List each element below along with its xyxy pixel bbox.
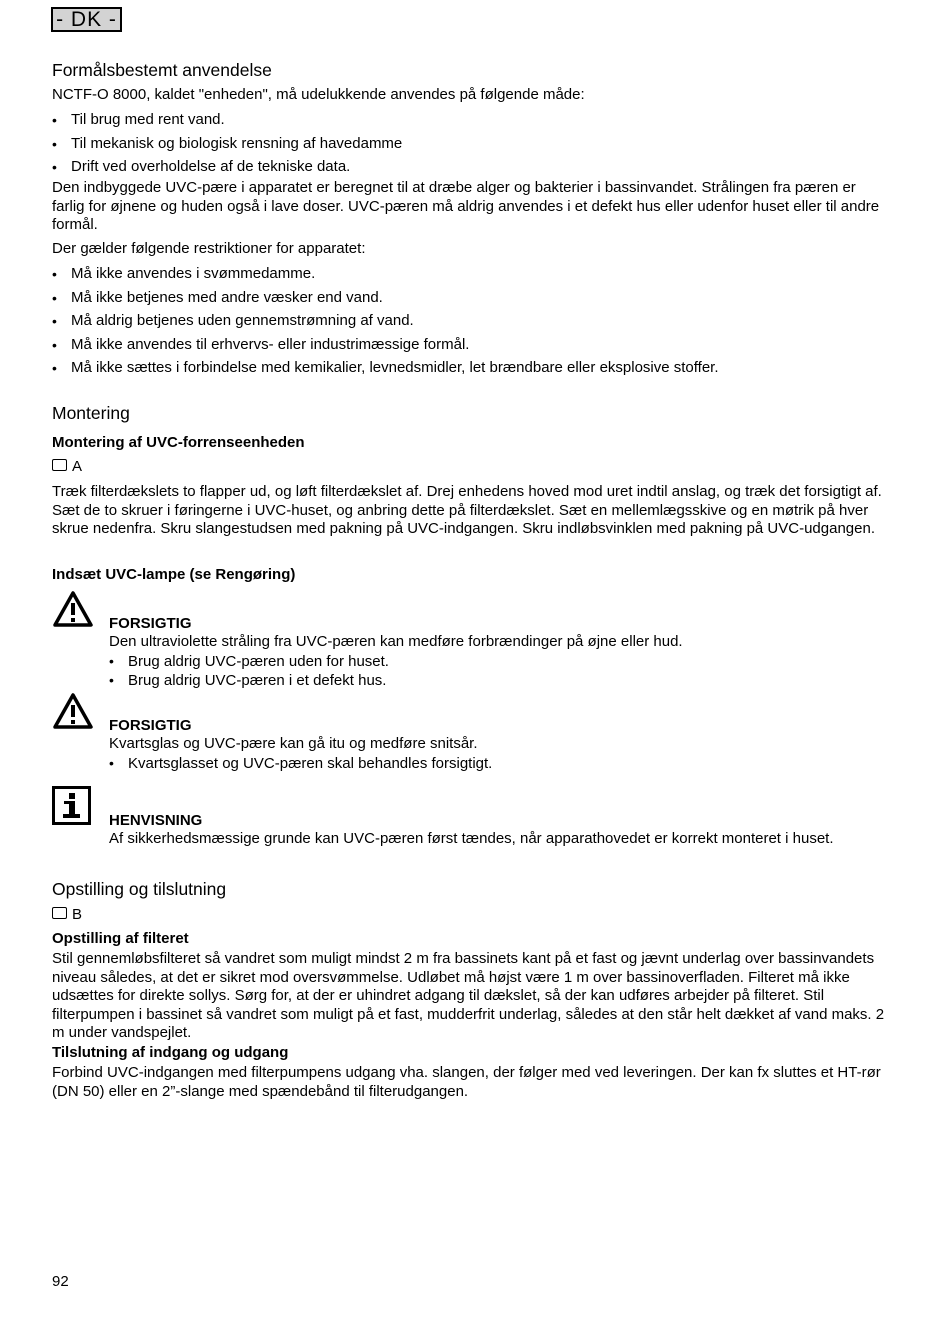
list-item: • Brug aldrig UVC-pæren uden for huset. bbox=[109, 652, 899, 671]
warning-triangle-icon bbox=[52, 590, 94, 628]
caution-block-2 bbox=[109, 716, 899, 773]
list-item: • Må aldrig betjenes uden gennemstrømning af vand. bbox=[52, 312, 719, 336]
caution-list bbox=[109, 754, 899, 773]
list-item: • Må ikke anvendes i svømmedamme. bbox=[52, 265, 719, 289]
connection-text: Forbind UVC-indgangen med filterpumpens udgang vha. slangen, der følger med ved leveringen. Der kan fx sluttes et HT-rør (DN 50) eller en 2”-slange med spændebånd til filterudgangen. bbox=[52, 1064, 881, 1100]
caution-title: FORSIGTIG bbox=[109, 717, 192, 734]
list-item: • Til mekanisk og biologisk rensning af havedamme bbox=[52, 135, 402, 159]
caution-title: FORSIGTIG bbox=[109, 615, 192, 632]
subheading-insert-lamp: Indsæt UVC-lampe (se Rengøring) bbox=[52, 566, 296, 583]
note-text: Af sikkerhedsmæssige grunde kan UVC-pæren først tændes, når apparathovedet er korrekt monteret i huset. bbox=[109, 830, 834, 847]
subheading-filter-setup: Opstilling af filteret bbox=[52, 930, 189, 947]
list-item: • Brug aldrig UVC-pæren i et defekt hus. bbox=[109, 671, 899, 690]
note-block bbox=[109, 811, 899, 849]
restrictions-list bbox=[52, 265, 719, 383]
filter-setup-text: Stil gennemløbsfilteret så vandret som muligt mindst 2 m fra bassinets kant på et fast og jævnt underlag over bassinvandets niveau således, at det er sikret mod oversvømmelse. Udløbet må højst være 1 m over bassinoverfladen. Filteret må ikke udsættes for direkte sollys. Sørg for, at der er uhindret adgang til dækslet, så der kan udføres arbejder på filteret. Stil filterpumpen i bassinet så vandret som muligt på et fast, mudderfrit underlag, således at den står helt dækket af vand maks. 2 m under vandspejlet. bbox=[52, 950, 885, 1041]
figure-box-icon bbox=[52, 459, 67, 471]
info-note-icon bbox=[52, 786, 92, 826]
figure-reference-label: B bbox=[72, 906, 83, 923]
list-item: • Til brug med rent vand. bbox=[52, 111, 402, 135]
section-title-intended-use: Formålsbestemt anvendelse bbox=[52, 60, 272, 80]
note-title: HENVISNING bbox=[109, 812, 203, 829]
restrictions-intro: Der gælder følgende restriktioner for apparatet: bbox=[52, 240, 366, 257]
figure-reference-a bbox=[52, 458, 82, 476]
caution-block-1 bbox=[109, 614, 899, 690]
list-item: • Må ikke anvendes til erhvervs- eller industrimæssige formål. bbox=[52, 336, 719, 360]
section-title-mounting: Montering bbox=[52, 403, 130, 423]
mounting-instructions: Træk filterdækslets to flapper ud, og løft filterdækslet af. Drej enhedens hoved mod uret indtil anslag, og træk det forsigtigt af. Sæt de to skruer i føringerne i UVC-huset, og anbring dette på filterdækslet. Sæt en mellemlægsskive og en møtrik på hver skrue nedenfra. Skru slangestudsen med pakning på UVC-indgangen. Skru indløbsvinklen med pakning på UVC-udgangen. bbox=[52, 483, 882, 537]
intended-use-intro: NCTF-O 8000, kaldet "enheden", må udelukkende anvendes på følgende måde: bbox=[52, 86, 585, 103]
caution-text: Kvartsglas og UVC-pære kan gå itu og medføre snitsår. bbox=[109, 735, 478, 752]
list-item: • Drift ved overholdelse af de tekniske data. bbox=[52, 158, 402, 182]
list-item: • Må ikke sættes i forbindelse med kemikalier, levnedsmidler, let brændbare eller eksplosive stoffer. bbox=[52, 359, 719, 383]
page-number: 92 bbox=[52, 1273, 69, 1290]
section-title-setup: Opstilling og tilslutning bbox=[52, 879, 227, 899]
warning-triangle-icon bbox=[52, 692, 94, 730]
subheading-mount-uvc: Montering af UVC-forrenseenheden bbox=[52, 434, 305, 451]
figure-box-icon bbox=[52, 907, 67, 919]
list-item: • Kvartsglasset og UVC-pæren skal behandles forsigtigt. bbox=[109, 754, 899, 773]
language-tag: - DK - bbox=[51, 7, 122, 32]
uvc-description: Den indbyggede UVC-pære i apparatet er beregnet til at dræbe alger og bakterier i bassinvandet. Strålingen fra pæren er farlig for øjnene og huden også i lave doser. UVC-pæren må aldrig anvendes i et defekt hus eller udenfor huset eller til andre formål. bbox=[52, 179, 880, 233]
caution-list bbox=[109, 652, 899, 690]
intended-use-list bbox=[52, 111, 402, 182]
figure-reference-label: A bbox=[72, 458, 83, 475]
caution-text: Den ultraviolette stråling fra UVC-pæren kan medføre forbrændinger på øjne eller hud. bbox=[109, 633, 683, 650]
subheading-connection: Tilslutning af indgang og udgang bbox=[52, 1044, 289, 1061]
figure-reference-b bbox=[52, 906, 82, 924]
list-item: • Må ikke betjenes med andre væsker end vand. bbox=[52, 289, 719, 313]
